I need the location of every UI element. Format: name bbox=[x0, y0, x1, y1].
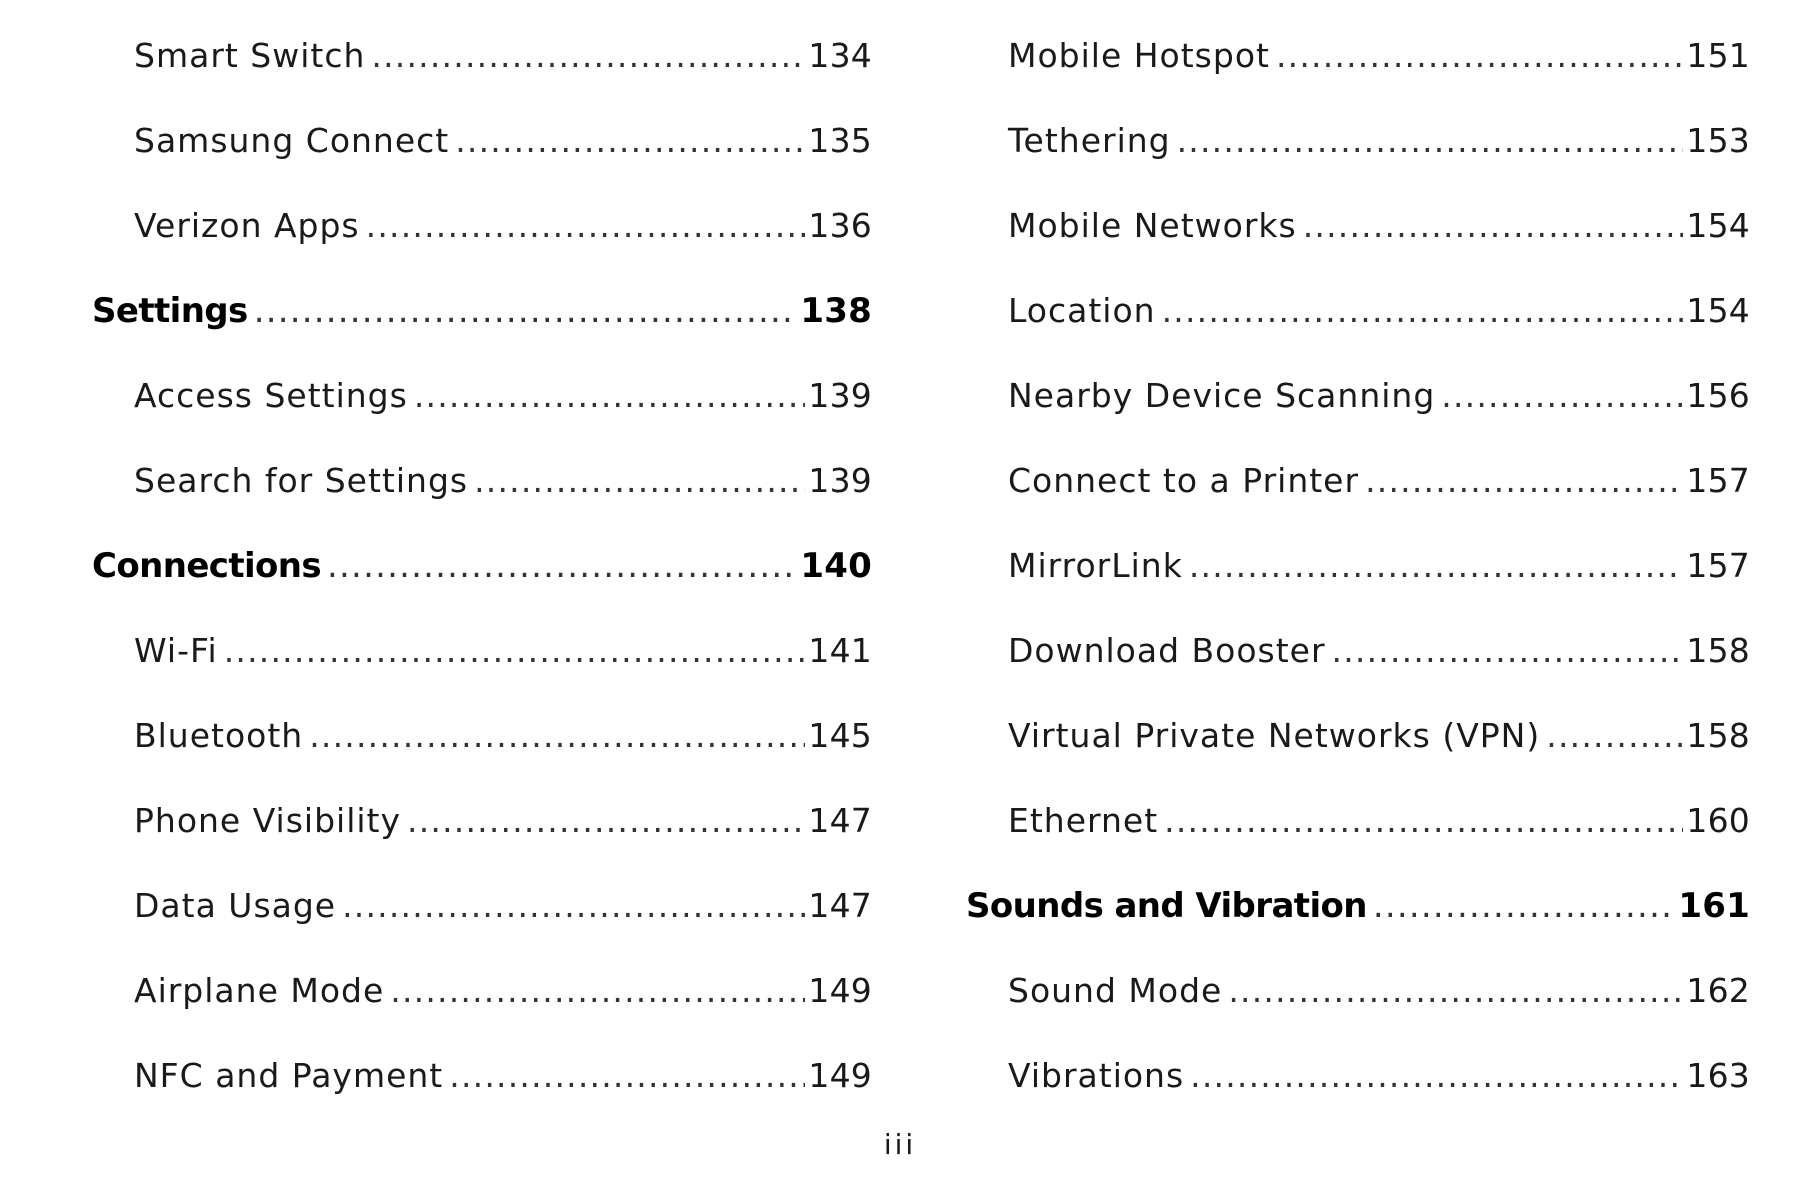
toc-entry-page: 156 bbox=[1686, 376, 1750, 415]
toc-entry[interactable] bbox=[134, 886, 872, 946]
dot-leader bbox=[1332, 631, 1684, 670]
toc-entry-page: 141 bbox=[808, 631, 872, 670]
toc-entry-title: Connect to a Printer bbox=[1008, 461, 1360, 500]
dot-leader bbox=[407, 801, 805, 840]
toc-entry-page: 135 bbox=[808, 121, 872, 160]
dot-leader bbox=[1303, 206, 1684, 245]
toc-entry-title: Smart Switch bbox=[134, 36, 366, 75]
toc-entry-page: 158 bbox=[1686, 631, 1750, 670]
toc-entry[interactable] bbox=[134, 971, 872, 1031]
toc-entry-title: NFC and Payment bbox=[134, 1056, 444, 1095]
toc-entry-page: 139 bbox=[808, 376, 872, 415]
toc-entry[interactable] bbox=[1008, 631, 1750, 691]
toc-entry-page: 136 bbox=[808, 206, 872, 245]
toc-entry[interactable] bbox=[1008, 291, 1750, 351]
toc-entry-title: Samsung Connect bbox=[134, 121, 450, 160]
toc-entry-title: Wi-Fi bbox=[134, 631, 218, 670]
dot-leader bbox=[1177, 121, 1684, 160]
toc-entry[interactable] bbox=[134, 1056, 872, 1116]
toc-entry-title: Location bbox=[1008, 291, 1156, 330]
toc-entry-title: Mobile Hotspot bbox=[1008, 36, 1270, 75]
toc-entry-title: Mobile Networks bbox=[1008, 206, 1297, 245]
toc-entry-title: MirrorLink bbox=[1008, 546, 1183, 585]
dot-leader bbox=[309, 716, 805, 755]
toc-entry-title: Verizon Apps bbox=[134, 206, 360, 245]
toc-entry-page: 149 bbox=[808, 1056, 872, 1095]
toc-section-page: 161 bbox=[1678, 886, 1750, 926]
toc-entry-page: 154 bbox=[1686, 291, 1750, 330]
toc-section-title: Settings bbox=[92, 291, 248, 331]
page-number: iii bbox=[883, 1128, 917, 1161]
toc-entry-title: Tethering bbox=[1008, 121, 1171, 160]
toc-entry-title: Virtual Private Networks (VPN) bbox=[1008, 716, 1541, 755]
toc-entry-page: 149 bbox=[808, 971, 872, 1010]
toc-entry-page: 153 bbox=[1686, 121, 1750, 160]
toc-entry[interactable] bbox=[1008, 36, 1750, 96]
dot-leader bbox=[1162, 291, 1684, 330]
dot-leader bbox=[224, 631, 806, 670]
dot-leader bbox=[449, 1056, 805, 1095]
toc-entry-title: Search for Settings bbox=[134, 461, 469, 500]
toc-entry-page: 157 bbox=[1686, 546, 1750, 585]
toc-entry-page: 134 bbox=[808, 36, 872, 75]
toc-entry-page: 145 bbox=[808, 716, 872, 755]
dot-leader bbox=[1189, 546, 1684, 585]
dot-leader bbox=[371, 36, 805, 75]
dot-leader bbox=[1373, 886, 1676, 926]
dot-leader bbox=[1190, 1056, 1683, 1095]
dot-leader bbox=[474, 461, 805, 500]
toc-entry-page: 160 bbox=[1686, 801, 1750, 840]
toc-entry-page: 157 bbox=[1686, 461, 1750, 500]
toc-entry-page: 139 bbox=[808, 461, 872, 500]
dot-leader bbox=[1164, 801, 1683, 840]
toc-section-entry[interactable] bbox=[92, 546, 872, 606]
toc-entry-title: Data Usage bbox=[134, 886, 337, 925]
toc-section-title: Connections bbox=[92, 546, 322, 586]
dot-leader bbox=[342, 886, 805, 925]
toc-entry-title: Sound Mode bbox=[1008, 971, 1223, 1010]
toc-entry-page: 162 bbox=[1686, 971, 1750, 1010]
dot-leader bbox=[366, 206, 806, 245]
toc-section-page: 140 bbox=[800, 546, 872, 586]
toc-entry[interactable] bbox=[1008, 716, 1750, 776]
toc-entry-page: 147 bbox=[808, 886, 872, 925]
toc-entry-page: 154 bbox=[1686, 206, 1750, 245]
toc-entry-page: 147 bbox=[808, 801, 872, 840]
toc-entry-title: Ethernet bbox=[1008, 801, 1159, 840]
toc-entry[interactable] bbox=[1008, 801, 1750, 861]
toc-entry[interactable] bbox=[134, 801, 872, 861]
toc-entry[interactable] bbox=[1008, 546, 1750, 606]
toc-entry[interactable] bbox=[134, 36, 872, 96]
toc-section-entry[interactable] bbox=[966, 886, 1750, 946]
dot-leader bbox=[1228, 971, 1683, 1010]
toc-entry[interactable] bbox=[1008, 376, 1750, 436]
toc-entry[interactable] bbox=[134, 376, 872, 436]
toc-section-page: 138 bbox=[800, 291, 872, 331]
toc-entry-title: Phone Visibility bbox=[134, 801, 402, 840]
toc-entry-page: 163 bbox=[1686, 1056, 1750, 1095]
toc-entry-title: Vibrations bbox=[1008, 1056, 1185, 1095]
toc-entry-page: 158 bbox=[1686, 716, 1750, 755]
toc-entry-title: Airplane Mode bbox=[134, 971, 385, 1010]
toc-entry[interactable] bbox=[1008, 121, 1750, 181]
toc-entry[interactable] bbox=[1008, 1056, 1750, 1116]
toc-entry[interactable] bbox=[134, 631, 872, 691]
toc-entry-title: Nearby Device Scanning bbox=[1008, 376, 1436, 415]
toc-section-title: Sounds and Vibration bbox=[966, 886, 1367, 926]
dot-leader bbox=[1546, 716, 1683, 755]
toc-entry[interactable] bbox=[1008, 971, 1750, 1031]
dot-leader bbox=[1441, 376, 1683, 415]
toc-entry[interactable] bbox=[134, 206, 872, 266]
toc-entry-title: Bluetooth bbox=[134, 716, 304, 755]
dot-leader bbox=[455, 121, 805, 160]
dot-leader bbox=[1365, 461, 1683, 500]
toc-entry[interactable] bbox=[1008, 461, 1750, 521]
toc-entry-title: Access Settings bbox=[134, 376, 408, 415]
toc-section-entry[interactable] bbox=[92, 291, 872, 351]
dot-leader bbox=[390, 971, 805, 1010]
toc-entry[interactable] bbox=[1008, 206, 1750, 266]
toc-entry[interactable] bbox=[134, 716, 872, 776]
toc-entry[interactable] bbox=[134, 121, 872, 181]
toc-entry-title: Download Booster bbox=[1008, 631, 1326, 670]
dot-leader bbox=[414, 376, 806, 415]
toc-entry[interactable] bbox=[134, 461, 872, 521]
dot-leader bbox=[327, 546, 797, 586]
dot-leader bbox=[1276, 36, 1683, 75]
dot-leader bbox=[254, 291, 798, 331]
toc-entry-page: 151 bbox=[1686, 36, 1750, 75]
